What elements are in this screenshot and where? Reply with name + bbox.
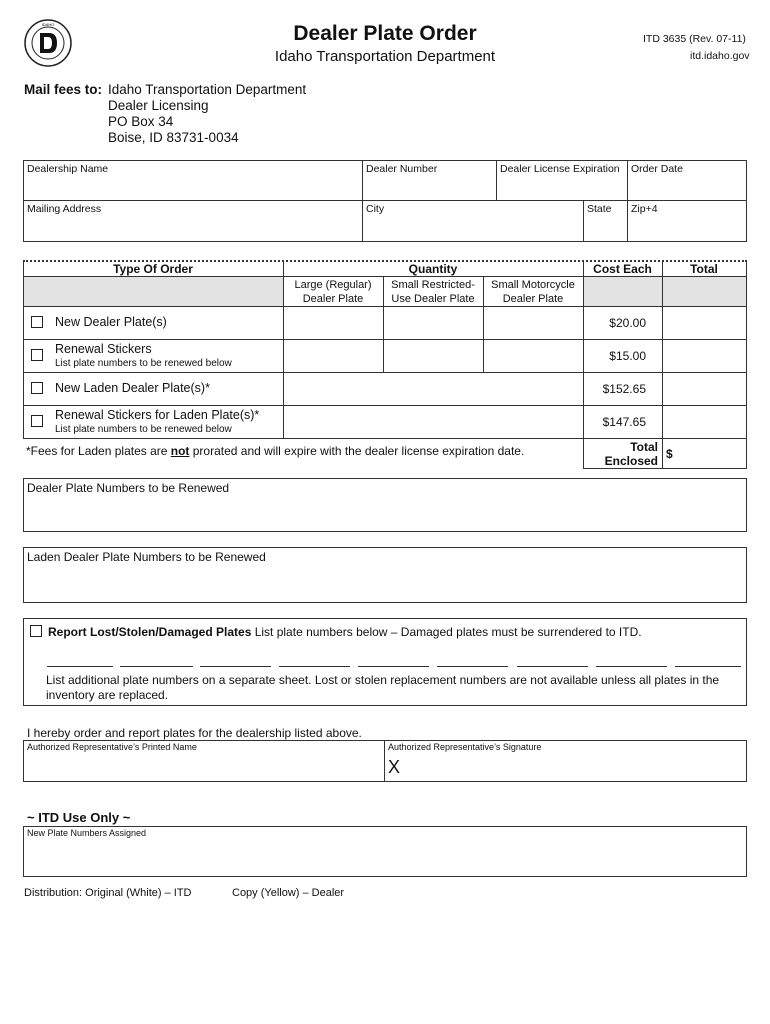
divider	[23, 405, 747, 406]
page-subtitle: Idaho Transportation Department	[274, 48, 496, 65]
new-dealer-plate-checkbox[interactable]	[31, 316, 43, 328]
plate-blank[interactable]	[47, 666, 113, 667]
cost-new-dealer-plate: $20.00	[609, 316, 646, 330]
row-note-renewal-stickers: List plate numbers to be renewed below	[55, 358, 232, 369]
signature-field[interactable]: Authorized Representative’s Signature	[388, 742, 542, 752]
qty-restricted-line-2: Use Dealer Plate	[391, 293, 475, 305]
svg-text:IDAHO: IDAHO	[41, 22, 55, 27]
cost-new-laden-plate: $152.65	[602, 382, 646, 396]
footnote-emph: not	[170, 444, 190, 458]
distribution-original: Distribution: Original (White) – ITD	[24, 887, 192, 899]
divider	[662, 260, 663, 469]
divider	[583, 200, 584, 242]
row-label-new-laden-plate: New Laden Dealer Plate(s)*	[55, 381, 210, 395]
renewal-stickers-checkbox[interactable]	[31, 349, 43, 361]
dealer-number-field[interactable]: Dealer Number	[366, 163, 438, 175]
report-bold: Report Lost/Stolen/Damaged Plates	[48, 625, 252, 639]
footnote-post: prorated and will expire with the dealer license expiration date.	[189, 444, 525, 458]
printed-name-field[interactable]: Authorized Representative’s Printed Name	[27, 742, 197, 752]
qty-motorcycle-line-2: Dealer Plate	[502, 293, 564, 305]
divider	[23, 372, 747, 373]
mail-line-2: Dealer Licensing	[108, 98, 209, 113]
state-field[interactable]: State	[587, 203, 612, 215]
qty-motorcycle-header	[483, 278, 583, 306]
new-plate-numbers-label: New Plate Numbers Assigned	[27, 828, 147, 838]
new-laden-plate-checkbox[interactable]	[31, 382, 43, 394]
report-text: List plate numbers below – Damaged plates must be surrendered to ITD.	[251, 625, 642, 639]
mail-fees-label: Mail fees to:	[24, 82, 103, 97]
qty-large-line-1: Large (Regular)	[294, 279, 372, 291]
divider	[23, 306, 747, 307]
divider	[23, 339, 747, 340]
divider	[23, 200, 747, 201]
cost-each-header: Cost Each	[593, 262, 652, 276]
divider	[23, 438, 747, 439]
footnote-pre: *Fees for Laden plates are	[26, 444, 171, 458]
total-enclosed-line-2: Enclosed	[604, 454, 658, 468]
distribution-copy: Copy (Yellow) – Dealer	[232, 887, 345, 899]
total-enclosed-field[interactable]: $	[666, 447, 673, 461]
divider	[583, 260, 584, 469]
header-shade	[583, 276, 747, 306]
mail-line-1: Idaho Transportation Department	[108, 82, 307, 97]
order-date-field[interactable]: Order Date	[631, 163, 683, 175]
mail-line-4: Boise, ID 83731-0034	[108, 130, 239, 145]
zip-field[interactable]: Zip+4	[631, 203, 658, 215]
report-heading	[48, 625, 642, 639]
qty-motorcycle-line-1: Small Motorcycle	[491, 279, 575, 291]
total-header: Total	[690, 262, 718, 276]
dealer-renew-label: Dealer Plate Numbers to be Renewed	[27, 481, 230, 495]
plate-blank[interactable]	[517, 666, 588, 667]
quantity-header: Quantity	[408, 262, 458, 276]
authorization-statement: I hereby order and report plates for the dealership listed above.	[27, 726, 362, 740]
qty-restricted-line-1: Small Restricted-	[391, 279, 475, 291]
qty-restricted-header	[383, 278, 483, 306]
city-field[interactable]: City	[366, 203, 385, 215]
plate-blank[interactable]	[675, 666, 741, 667]
dealership-name-field[interactable]: Dealership Name	[27, 163, 109, 175]
mailing-address-field[interactable]: Mailing Address	[27, 203, 102, 215]
plate-blank[interactable]	[358, 666, 429, 667]
laden-footnote	[26, 444, 524, 458]
plate-blank[interactable]	[437, 666, 508, 667]
total-enclosed-label	[583, 440, 658, 468]
type-of-order-header: Type Of Order	[113, 262, 193, 276]
row-label-renewal-stickers: Renewal Stickers	[55, 342, 152, 356]
divider	[627, 160, 628, 242]
plate-blank[interactable]	[120, 666, 193, 667]
report-note: List additional plate numbers on a separate sheet. Lost or stolen replacement numbers are not available unless all plates in the inventory are replaced.	[46, 673, 720, 702]
row-label-new-dealer-plate: New Dealer Plate(s)	[55, 315, 167, 329]
qty-large-line-2: Dealer Plate	[302, 293, 364, 305]
cost-renewal-stickers: $15.00	[609, 349, 646, 363]
header-shade	[23, 276, 283, 306]
signature-mark: X	[388, 757, 401, 777]
plate-blank[interactable]	[200, 666, 271, 667]
row-note-renewal-laden: List plate numbers to be renewed below	[55, 424, 232, 435]
page-title: Dealer Plate Order	[293, 22, 477, 45]
divider	[384, 740, 385, 782]
renewal-laden-checkbox[interactable]	[31, 415, 43, 427]
row-label-renewal-laden: Renewal Stickers for Laden Plate(s)*	[55, 408, 260, 422]
divider	[496, 160, 497, 200]
license-expiration-field[interactable]: Dealer License Expiration	[500, 163, 620, 175]
mail-line-3: PO Box 34	[108, 114, 174, 129]
itd-use-title: ~ ITD Use Only ~	[27, 810, 131, 825]
report-lost-checkbox[interactable]	[30, 625, 42, 637]
divider	[583, 468, 747, 469]
divider	[362, 160, 363, 242]
table-left-border	[23, 260, 24, 439]
cost-renewal-laden: $147.65	[602, 415, 646, 429]
form-number: ITD 3635 (Rev. 07-11)	[643, 33, 746, 45]
divider	[23, 276, 747, 277]
qty-large-header	[283, 278, 383, 306]
website: itd.idaho.gov	[690, 50, 750, 62]
total-enclosed-line-1: Total	[630, 440, 658, 454]
plate-blank[interactable]	[596, 666, 667, 667]
plate-blank[interactable]	[279, 666, 350, 667]
laden-renew-label: Laden Dealer Plate Numbers to be Renewed	[27, 550, 266, 564]
